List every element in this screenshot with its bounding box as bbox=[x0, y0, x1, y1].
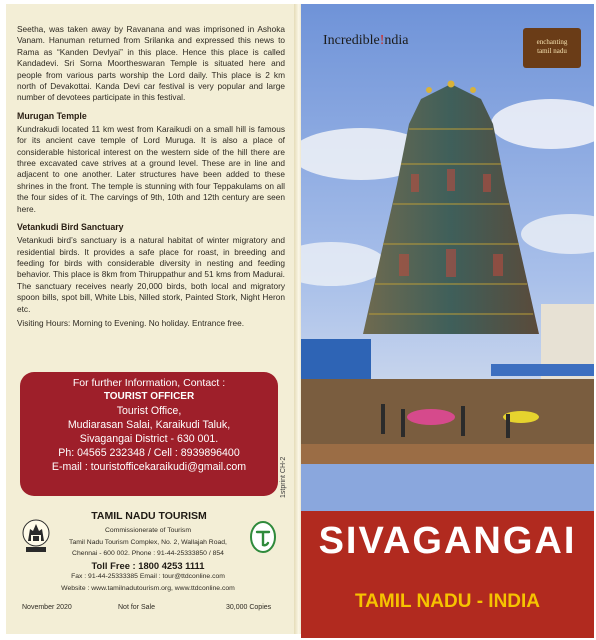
contact-officer: TOURIST OFFICER bbox=[103, 391, 195, 402]
tnt-website: Website : www.tamilnadutourism.org, www.ttdconline.com bbox=[61, 584, 235, 592]
tnt-address-block bbox=[40, 525, 256, 594]
attractions-text bbox=[17, 24, 285, 332]
tnt-toll-free: Toll Free : 1800 4253 1111 bbox=[91, 559, 205, 571]
murugan-temple-heading: Murugan Temple bbox=[17, 110, 87, 121]
kandadevi-paragraph: Seetha, was taken away by Ravanana and was imprisoned in Ashoka Vanam. Hanuman returned from Srilanka and expressed this news to Rama as “Kanden Devlyai” in this place. Hence this place is called Kandadevi. Sri Sorna Moortheswaran Temple is situated here and people from various parts worship the Lord daily. This place is 2 km north of Devakottai. Kanda Devi car festival is very popular and large number of devotees participate in this festival. bbox=[17, 24, 285, 103]
tnt-title: TAMIL NADU TOURISM bbox=[91, 510, 207, 522]
incredible-word: Incredible bbox=[323, 33, 380, 48]
murugan-temple-paragraph: Kundrakudi located 11 km west from Karaikudi on a small hill is famous for its ancient cave temple of Lord Muruga. It is also a place of considerable historical interest on the western side of the hill there are three excavated cave strives at a ground level. These are in line and adjacent to one another. Later structures have been added to these shrines in the front. The temple is stunning with four Teppakulams on all the four sides of it. The carvings of 9th, 10th and 12th century are seen here. bbox=[17, 123, 285, 214]
vetankudi-heading: Vetankudi Bird Sanctuary bbox=[17, 222, 124, 233]
print-date: November 2020 bbox=[22, 604, 72, 611]
tnt-chennai: Chennai - 600 002. Phone : 91-44-25333850 / 854 bbox=[72, 550, 224, 557]
print-code: 1stprint CH-2 bbox=[280, 456, 287, 498]
contact-email: E-mail : touristofficekaraikudi@gmail.com bbox=[51, 461, 247, 473]
contact-heading: For further Information, Contact : bbox=[72, 377, 226, 389]
cover-panel bbox=[301, 4, 594, 638]
tnt-fax: Fax : 91-44-25333385 Email : tour@ttdconline.com bbox=[71, 573, 225, 580]
enchanting-word: enchanting bbox=[536, 38, 568, 46]
contact-office: Tourist Office, bbox=[116, 405, 182, 417]
contact-address-line2: Sivagangai District - 630 001. bbox=[79, 433, 219, 445]
enchanting-tamil-nadu-logo bbox=[523, 28, 581, 68]
incredible-india-word: ndia bbox=[384, 33, 409, 48]
ttdc-logo-icon bbox=[250, 521, 276, 553]
tnt-complex: Tamil Nadu Tourism Complex, No. 2, Wallajah Road, bbox=[69, 538, 227, 546]
not-for-sale: Not for Sale bbox=[118, 604, 155, 611]
print-copies: 30,000 Copies bbox=[226, 604, 272, 611]
vetankudi-paragraph: Vetankudi bird’s sanctuary is a natural habitat of winter migratory and residential birds. It provides a safe place for roast, in breeding and feeding for birds with considerable diversity in nesting and feeding behavior. This place is 8km from Thiruppathur and 51 kms from Madurai. The sanctuary receives nearly 20,000 birds, both local and migratory spoon bills, spot bill, White Lbis, Nilled stork, Painted Stork, Night Heron etc. bbox=[17, 235, 285, 314]
cover-subtitle: TAMIL NADU - INDIA bbox=[354, 591, 541, 612]
tamilnadu-word: tamil nadu bbox=[537, 47, 567, 55]
cover-title: SIVAGANGAI bbox=[318, 520, 577, 562]
visiting-hours: Visiting Hours: Morning to Evening. No holiday. Entrance free. bbox=[17, 317, 245, 328]
temple-photo bbox=[301, 4, 594, 464]
tnt-commissionerate: Commissionerate of Tourism bbox=[105, 527, 191, 534]
contact-phone: Ph: 04565 232348 / Cell : 8939896400 bbox=[58, 447, 240, 459]
contact-address-line1: Mudiarasan Salai, Karaikudi Taluk, bbox=[67, 419, 231, 431]
contact-box bbox=[20, 372, 278, 496]
incredible-bang: ! bbox=[379, 33, 385, 48]
incredible-india-logo bbox=[323, 33, 409, 49]
